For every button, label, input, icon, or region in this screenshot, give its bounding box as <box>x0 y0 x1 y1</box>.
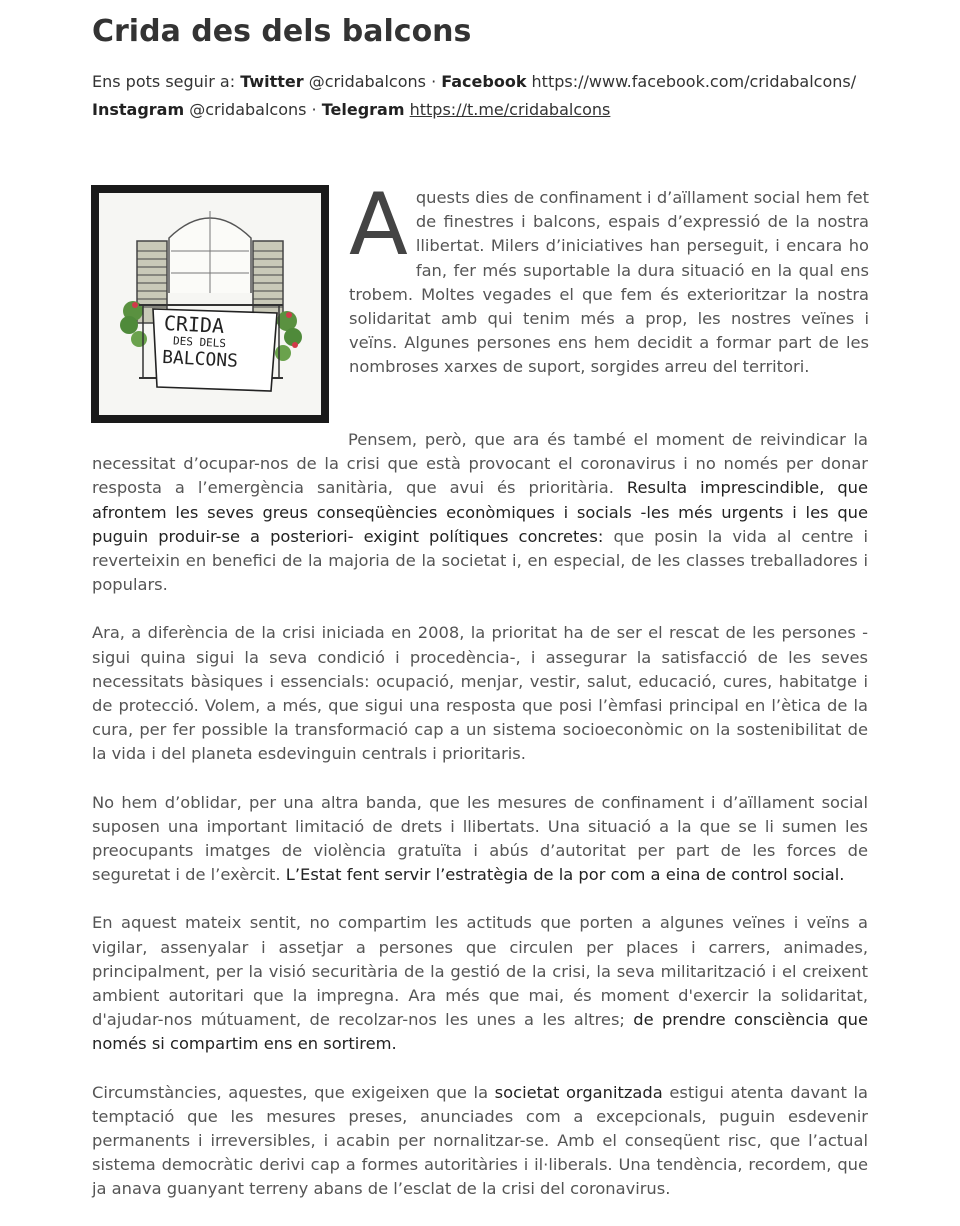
telegram-label: Telegram <box>321 100 405 119</box>
facebook-label: Facebook <box>441 72 527 91</box>
balcony-logo-image <box>91 185 329 423</box>
instagram-label: Instagram <box>92 100 185 119</box>
article-body <box>92 428 868 1226</box>
paragraph-4 <box>92 791 868 888</box>
paragraph-2-part-c: que posin la vida al centre i reverteixin en benefici de la majoria de la societat i, en especial, de les classes treballadores i populars. <box>92 526 868 595</box>
logo-line-1: CRIDA <box>163 310 225 339</box>
instagram-handle: @cridabalcons · <box>184 100 322 119</box>
logo-line-2: DES DELS <box>172 334 227 351</box>
twitter-handle: @cridabalcons · <box>303 72 442 91</box>
follow-us-line <box>92 68 892 124</box>
intro-text: quests dies de confinament i d’aïllament social hem fet de finestres i balcons, espais d’expressió de la nostra llibertat. Milers d’iniciatives han perseguit, i encara ho fan, fer més suportable la dura situació en la qual ens trobem. Moltes vegades el que fem és exterioritzar la nostra solidaritat amb qui tenim més a prop, les nostres veïnes i veïns. Algunes persones ens hem decidit a formar part de les nombroses xarxes de suport, sorgides arreu del territori. <box>349 188 869 377</box>
drop-cap: A <box>349 175 408 275</box>
paragraph-6-part-a: Circumstàncies, aquestes, que exigeixen que la <box>92 1082 495 1102</box>
paragraph-6 <box>92 1081 868 1202</box>
facebook-url: https://www.facebook.com/cridabalcons/ <box>526 72 857 91</box>
paragraph-4-part-b: L’Estat fent servir l’estratègia de la por com a eina de control social. <box>285 865 845 885</box>
paragraph-6-part-b: societat organitzada <box>494 1082 663 1102</box>
paragraph-2-part-a: Pensem, però, que ara és també el moment de reivindicar la necessitat d’ocupar-nos de la crisi que està provocant el coronavirus i no només per donar resposta a l’emergència sanitària, que avui és prioritària. <box>92 430 868 498</box>
page-title: Crida des dels balcons <box>92 14 472 49</box>
telegram-link[interactable]: https://t.me/cridabalcons <box>409 100 611 119</box>
paragraph-2-part-b: Resulta imprescindible, que afrontem les seves greus conseqüències econòmiques i socials -les més urgents i les que puguin produir-se a posteriori- exigint polítiques concretes: <box>92 478 869 546</box>
logo-text <box>162 312 285 374</box>
intro-paragraph <box>349 175 869 380</box>
paragraph-4-part-a: No hem d’oblidar, per una altra banda, que les mesures de confinament i d’aïllament social suposen una important limitació de drets i llibertats. Una situació a la que se li sumen les preocupants imatges de violència gratuïta i abús d’autoritat per part de les forces de seguretat i de l’exèrcit. <box>92 792 868 885</box>
paragraph-2 <box>92 428 868 597</box>
follow-intro: Ens pots seguir a: <box>92 72 241 91</box>
paragraph-6-part-c: estigui atenta davant la temptació que les mesures preses, anunciades com a excepcionals, puguin esdevenir permanents i irreversibles, i acabin per nornalitzar-se. Amb el conseqüent risc, que l’actual sistema democràtic derivi cap a formes autoritàries i il·liberals. Una tendència, recordem, que ja anava guanyant terreny abans de l’esclat de la crisi del coronavirus. <box>92 1082 868 1199</box>
paragraph-3: Ara, a diferència de la crisi iniciada en 2008, la prioritat ha de ser el rescat de les persones -sigui quina sigui la seva condició i procedència-, i assegurar la satisfacció de les seves necessitats bàsiques i essencials: ocupació, menjar, vestir, salut, educació, cures, habitatge i de protecció. Volem, a més, que sigui una resposta que posi l’èmfasi principal en l’ètica de la cura, per fer possible la transformació cap a un sistema socioeconòmic on la sostenibilitat de la vida i del planeta esdevinguin centrals i prioritaris. <box>92 623 868 764</box>
paragraph-5-part-a: En aquest mateix sentit, no compartim les actituds que porten a algunes veïnes i veïns a vigilar, assenyalar i assetjar a persones que circulen per places i carrers, animades, principalment, per la visió securitària de la gestió de la crisi, la seva militarització i el creixent ambient autoritari que la impregna. Ara més que mai, és moment d'exercir la solidaritat, d'ajudar-nos mútuament, de recolzar-nos les unes a les altres; <box>92 913 868 1030</box>
balcony-drawing <box>99 193 321 415</box>
paragraph-5-part-b: de prendre consciència que només si compartim ens en sortirem. <box>92 1010 868 1054</box>
twitter-label: Twitter <box>240 72 304 91</box>
paragraph-5 <box>92 911 868 1056</box>
logo-line-3: BALCONS <box>161 346 239 372</box>
